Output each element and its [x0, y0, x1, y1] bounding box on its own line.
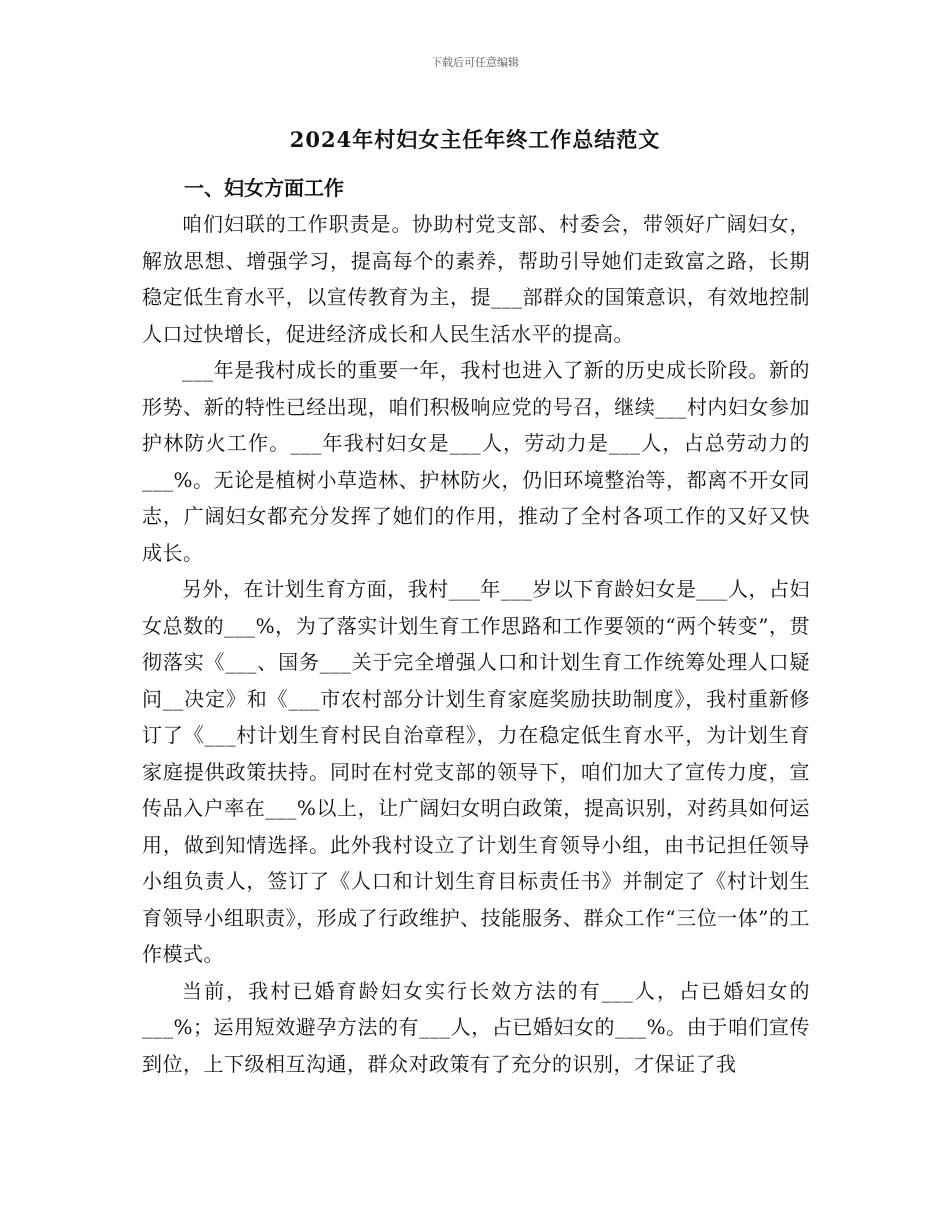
header-note: 下载后可任意编辑: [431, 56, 519, 69]
paragraph-1: 咱们妇联的工作职责是。协助村党支部、村委会，带领好广阔妇女，解放思想、增强学习，提高每个的素养，帮助引导她们走致富之路，长期稳定低生育水平，以宣传教育为主，提___部群众的国策意识，有效地控制人口过快增长，促进经济成长和人民生活水平的提高。: [142, 212, 810, 346]
paragraph-2: ___年是我村成长的重要一年，我村也进入了新的历史成长阶段。新的形势、新的特性已经出现，咱们积极响应党的号召，继续___村内妇女参加护林防火工作。___年我村妇女是___人，劳动力是___人，占总劳动力的___%。无论是植树小草造林、护林防火，仍旧环境整治等，都离不开女同志，广阔妇女都充分发挥了她们的作用，推动了全村各项工作的又好又快成长。: [142, 358, 810, 565]
paragraph-3: 另外，在计划生育方面，我村___年___岁以下育龄妇女是___人，占妇女总数的___%，为了落实计划生育工作思路和工作要领的“两个转变”，贯彻落实《___、国务___关于完全增强人口和计划生育工作统筹处理人口疑问__决定》和《___市农村部分计划生育家庭奖励扶助制度》，我村重新修订了《___村计划生育村民自治章程》，力在稳定低生育水平，为计划生育家庭提供政策扶持。同时在村党支部的领导下，咱们加大了宣传力度，宣传品入户率在___%以上，让广阔妇女明白政策，提高识别，对药具如何运用，做到知情选择。此外我村设立了计划生育领导小组，由书记担任领导小组负责人，签订了《人口和计划生育目标责任书》并制定了《村计划生育领导小组职责》，形成了行政维护、技能服务、群众工作“三位一体”的工作模式。: [142, 577, 810, 966]
document-body: [142, 170, 810, 1082]
section-heading: 一、妇女方面工作: [184, 176, 344, 200]
document-title: 2024年村妇女主任年终工作总结范文: [289, 127, 661, 152]
paragraph-4: 当前，我村已婚育龄妇女实行长效方法的有___人，占已婚妇女的___%；运用短效避孕方法的有___人，占已婚妇女的___%。由于咱们宣传到位，上下级相互沟通，群众对政策有了充分的识别，才保证了我: [142, 978, 810, 1076]
